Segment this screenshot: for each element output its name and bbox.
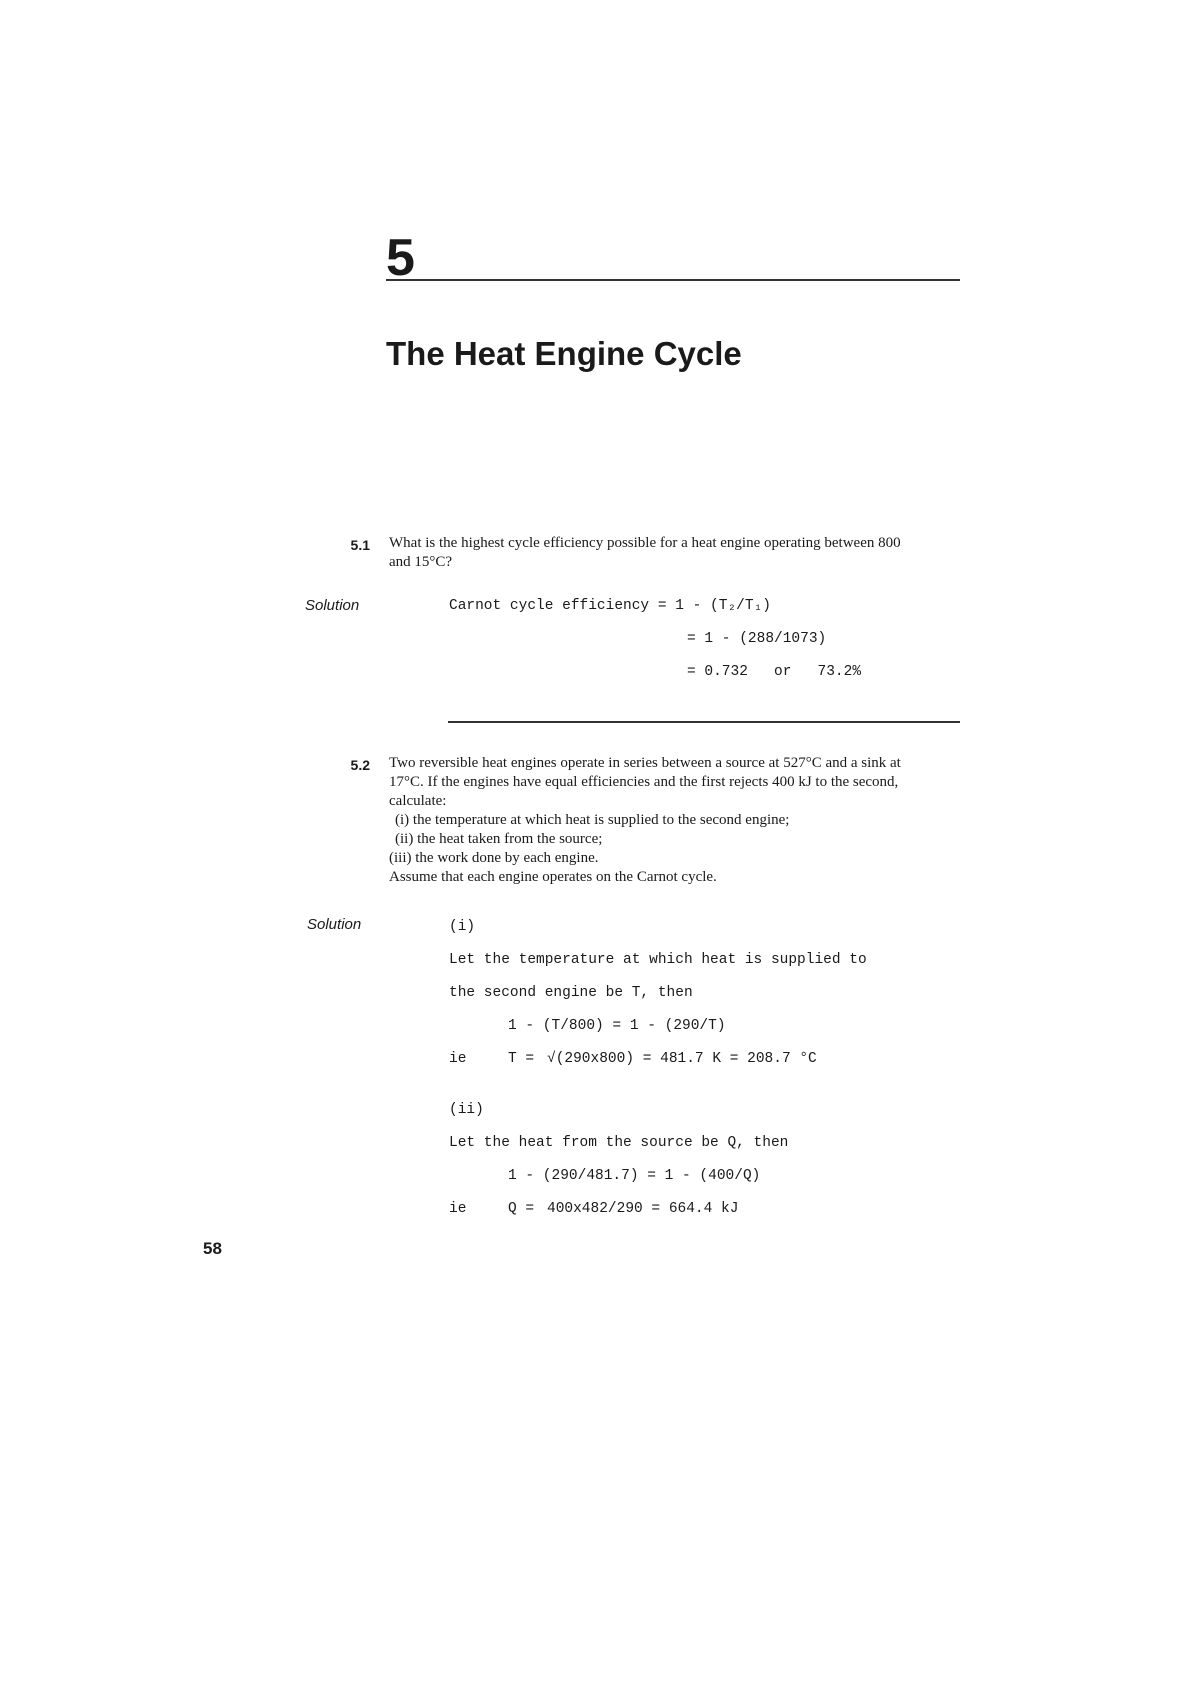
solution-line: the second engine be T, then	[449, 985, 693, 1001]
problem-item: (ii) the heat taken from the source;	[395, 831, 603, 847]
problem-text	[389, 754, 963, 887]
solution-line: Let the temperature at which heat is supplied to	[449, 952, 867, 968]
solution-label: Solution	[307, 916, 362, 933]
chapter-rule	[386, 279, 960, 281]
chapter-title: The Heat Engine Cycle	[386, 335, 742, 372]
problem-line: Assume that each engine operates on the Carnot cycle.	[389, 869, 717, 885]
result-line: √(290x800) = 481.7 K = 208.7 °C	[547, 1051, 817, 1067]
solution-line: Let the heat from the source be Q, then	[449, 1135, 789, 1151]
solution-line: Carnot cycle efficiency = 1 - (T₂/T₁)	[449, 598, 771, 614]
problem-line: 17°C. If the engines have equal efficiencies and the first rejects 400 kJ to the second,	[389, 774, 899, 790]
variable-label: T =	[508, 1051, 535, 1067]
solution-line: = 1 - (288/1073)	[687, 631, 827, 647]
problem-item: (iii) the work done by each engine.	[389, 850, 599, 866]
section-divider	[448, 721, 960, 723]
part-label: (ii)	[449, 1102, 484, 1118]
equation-line: 1 - (T/800) = 1 - (290/T)	[508, 1018, 726, 1034]
problem-line: Two reversible heat engines operate in series between a source at 527°C and a sink at	[389, 755, 901, 771]
ie-label: ie	[449, 1201, 467, 1217]
ie-label: ie	[449, 1051, 467, 1067]
problem-item: (i) the temperature at which heat is supplied to the second engine;	[395, 812, 790, 828]
chapter-number: 5	[386, 229, 415, 287]
problem-line: What is the highest cycle efficiency possible for a heat engine operating between 800	[389, 535, 901, 551]
problem-line: calculate:	[389, 793, 447, 809]
solution-line: = 0.732 or 73.2%	[687, 664, 862, 680]
problem-text	[389, 534, 963, 572]
result-line: 400x482/290 = 664.4 kJ	[547, 1201, 739, 1217]
variable-label: Q =	[508, 1201, 535, 1217]
problem-line: and 15°C?	[389, 554, 453, 570]
page-number: 58	[203, 1239, 222, 1258]
solution-label: Solution	[305, 597, 360, 614]
part-label: (i)	[449, 919, 476, 935]
equation-line: 1 - (290/481.7) = 1 - (400/Q)	[508, 1168, 761, 1184]
problem-number: 5.2	[350, 757, 370, 773]
problem-number: 5.1	[350, 537, 370, 553]
